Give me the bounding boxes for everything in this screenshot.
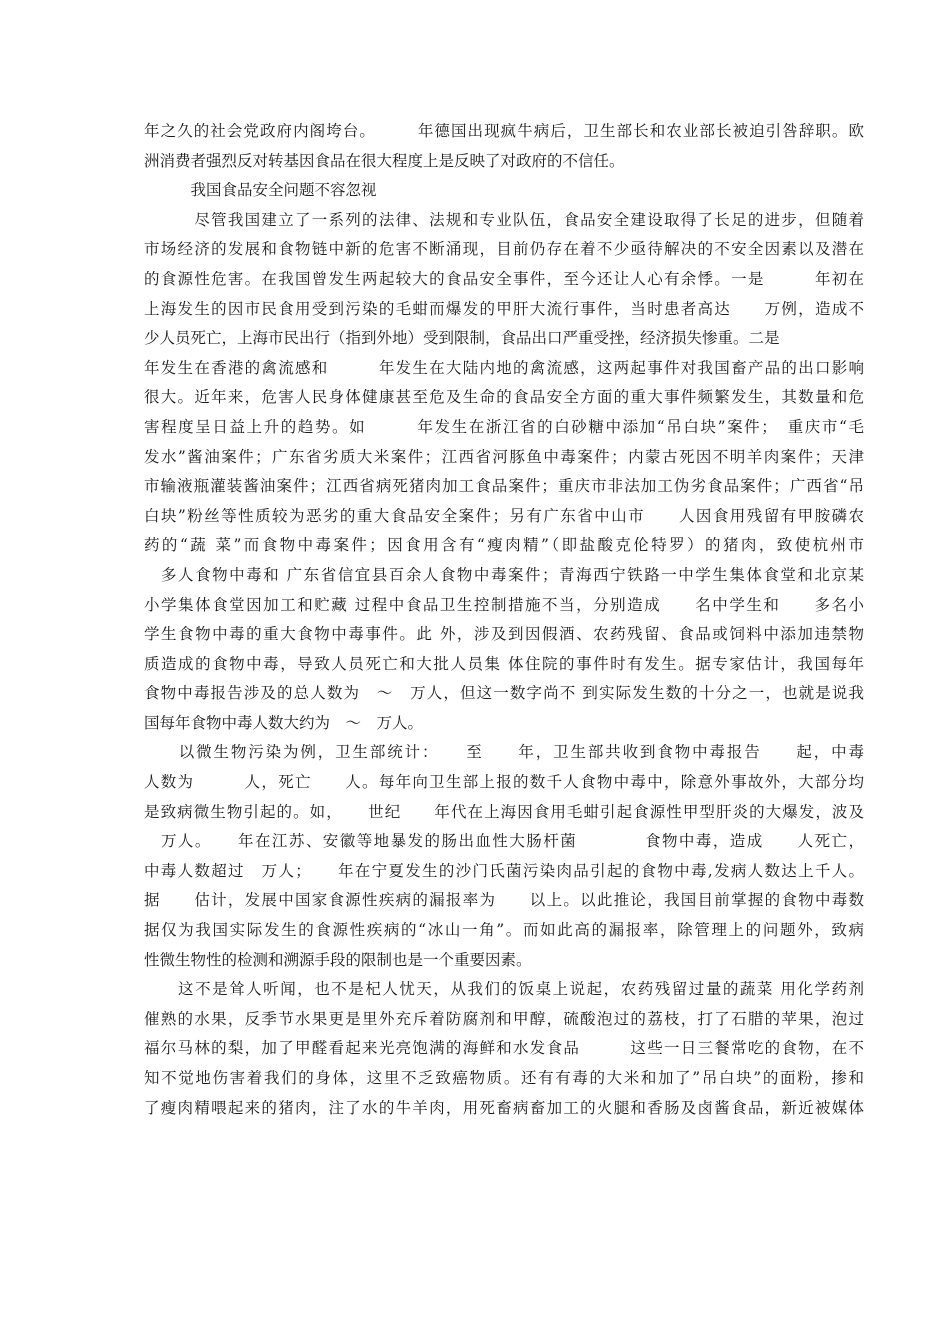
text-line: 据 估计，发展中国家食源性疾病的漏报率为 以上。以此推论，我国目前掌握的食物中毒数 [144,891,864,910]
text-line: 药的“蔬 菜”而食物中毒案件；因食用含有“瘦肉精”（即盐酸克伦特罗）的猪肉，致使杭州市 [144,536,864,555]
text-line: 国每年食物中毒人数大约为 ～ 万人。 [144,713,424,732]
text-line: 食物中毒报告涉及的总人数为 ～ 万人，但这一数字尚不 到实际发生数的十分之一，也就是说我 [144,684,864,703]
text-line: 年之久的社会党政府内阁垮台。 年德国出现疯牛病后，卫生部长和农业部长被迫引咎辞职。欧 [144,122,864,140]
text-line: 尽管我国建立了一系列的法律、法规和专业队伍，食品安全建设取得了长足的进步，但随着 [144,210,864,229]
text-line: 质造成的食物中毒，导致人员死亡和大批人员集 体住院的事件时有发生。据专家估计，我国每年 [144,654,864,673]
text-line: 了瘦肉精喂起来的猪肉，注了水的牛羊肉，用死畜病畜加工的火腿和香肠及卤酱食品，新近被媒体 [144,1098,864,1117]
text-line: 小学集体食堂因加工和贮藏 过程中食品卫生控制措施不当，分别造成 名中学生和 多名小 [144,595,864,614]
text-line: 性微生物性的检测和溯源手段的限制也是一个重要因素。 [144,950,532,969]
text-line: 福尔马林的梨，加了甲醛看起来光亮饱满的海鲜和水发食品 这些一日三餐常吃的食物，在不 [144,1039,864,1058]
text-line: 是致病微生物引起的。如， 世纪 年代在上海因食用毛蚶引起食源性甲型肝炎的大爆发，波及 [144,802,864,821]
text-line: 白块”粉丝等性质较为恶劣的重大食品安全案件；另有广东省中山市 人因食用残留有甲胺磷农 [144,506,864,525]
text-line: 市输液瓶灌装酱油案件；江西省病死猪肉加工食品案件；重庆市非法加工伪劣食品案件；广西省“吊 [144,477,864,496]
body-text [144,117,864,1123]
text-line: 据仅为我国实际发生的食源性疾病的“冰山一角”。而如此高的漏报率，除管理上的问题外，致病 [144,921,864,940]
text-line: 害程度呈日益上升的趋势。如 年发生在浙江省的白砂糖中添加“吊白块”案件； 重庆市“毛 [144,417,864,436]
text-line: 我国食品安全问题不容忽视 [144,181,377,200]
text-line: 洲消费者强烈反对转基因食品在很大程度上是反映了对政府的不信任。 [144,151,625,170]
text-line: 中毒人数超过 万人； 年在宁夏发生的沙门氏菌污染肉品引起的食物中毒,发病人数达上千人。 [144,861,864,880]
text-line: 万人。 年在江苏、安徽等地暴发的肠出血性大肠杆菌 食物中毒，造成 人死亡， [144,832,864,851]
text-line: 以微生物污染为例，卫生部统计： 至 年，卫生部共收到食物中毒报告 起，中毒 [144,743,864,762]
text-line: 知不觉地伤害着我们的身体，这里不乏致癌物质。还有有毒的大米和加了”吊白块”的面粉，掺和 [144,1069,864,1087]
text-line: 多人食物中毒和 广东省信宜县百余人食物中毒案件；青海西宁铁路一中学生集体食堂和北京某 [144,565,864,584]
text-line: 这不是耸人听闻，也不是杞人忧天，从我们的饭桌上说起，农药残留过量的蔬菜 用化学药剂 [144,980,864,999]
text-line: 上海发生的因市民食用受到污染的毛蚶而爆发的甲肝大流行事件，当时患者高达 万例，造成不 [144,299,864,318]
text-line: 少人员死亡，上海市民出行（指到外地）受到限制，食品出口严重受挫，经济损失惨重。二是 [144,329,780,348]
text-line: 很大。近年来，危害人民身体健康甚至危及生命的食品安全方面的重大事件频繁发生，其数量和危 [144,388,864,407]
text-line: 催熟的水果，反季节水果更是里外充斥着防腐剂和甲醇，硫酸泡过的荔枝，打了石腊的苹果，泡过 [144,1009,864,1028]
text-line: 人数为 人，死亡 人。每年向卫生部上报的数千人食物中毒中，除意外事故外，大部分均 [144,773,864,792]
text-line: 年发生在香港的禽流感和 年发生在大陆内地的禽流感，这两起事件对我国畜产品的出口影响 [144,358,864,377]
text-line: 的食源性危害。在我国曾发生两起较大的食品安全事件，至今还让人心有余悸。一是 年初在 [144,269,864,288]
text-line: 学生食物中毒的重大食物中毒事件。此 外，涉及到因假酒、农药残留、食品或饲料中添加违禁物 [144,625,864,644]
text-line: 市场经济的发展和食物链中新的危害不断涌现，目前仍存在着不少亟待解决的不安全因素以及潜在 [144,240,864,259]
text-line: 发水”酱油案件；广东省劣质大米案件；江西省河豚鱼中毒案件；内蒙古死因不明羊肉案件；天津 [144,447,864,466]
